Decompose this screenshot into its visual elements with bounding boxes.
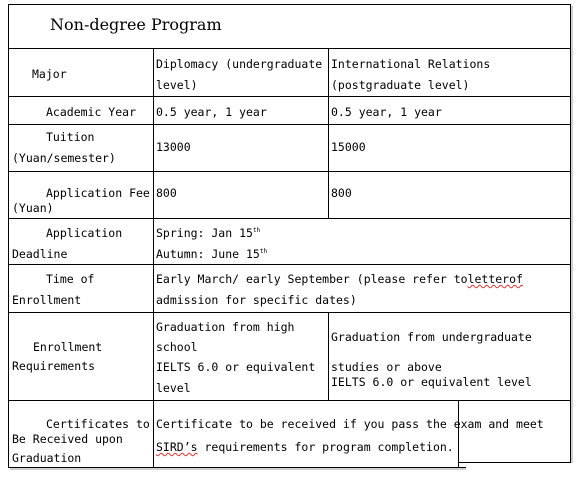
- requirements-col2-line1: Graduation from undergraduate: [331, 330, 532, 344]
- row-label-certificates-line1: Certificates to: [46, 417, 150, 431]
- row-label-requirements-line2: Requirements: [12, 359, 96, 373]
- requirements-col1-line1: Graduation from high: [156, 320, 295, 334]
- cell-shadow-bottom: [10, 468, 466, 470]
- rule-below-title: [8, 48, 571, 49]
- tuition-col2: 15000: [331, 140, 366, 154]
- enrollment-time-line2: admission for specific dates): [156, 293, 357, 307]
- rule-bottom-short: [458, 462, 571, 463]
- row-label-certificates-line3: Graduation: [12, 451, 82, 465]
- row-label-fee-line1: Application Fee: [46, 186, 150, 200]
- rule-top: [8, 4, 571, 5]
- header-col2-line2: (postgraduate level): [331, 78, 470, 92]
- row-label-enrollment-line1: Time of: [46, 272, 95, 286]
- deadline-autumn: Autumn: June 15th: [156, 247, 268, 261]
- rule-bottom-stub: [458, 400, 459, 467]
- rule-below-fee: [8, 218, 571, 219]
- academic-year-col1: 0.5 year, 1 year: [156, 105, 267, 119]
- enrollment-time-line1: Early March/ early September (please refer toletterof: [156, 272, 523, 286]
- fee-col1: 800: [156, 186, 177, 200]
- cell-shadow-right: [571, 6, 573, 463]
- certificates-line2: SIRD’s requirements for program completion.: [156, 440, 454, 454]
- rule-col-divider: [153, 48, 154, 467]
- requirements-col1-line2: school: [156, 340, 198, 354]
- row-label-tuition-line1: Tuition: [46, 130, 95, 144]
- row-label-deadline-line1: Application: [46, 226, 123, 240]
- requirements-col1-line4: level: [156, 381, 191, 395]
- header-col2-line1: International Relations: [331, 57, 491, 71]
- row-label-major: Major: [32, 67, 67, 81]
- requirements-col2-line2: studies or above: [331, 360, 442, 374]
- rule-below-requirements: [8, 400, 571, 401]
- requirements-col1-line3: IELTS 6.0 or equivalent: [156, 360, 316, 374]
- rule-below-year: [8, 124, 571, 125]
- rule-below-tuition: [8, 171, 571, 172]
- row-label-academic-year: Academic Year: [46, 105, 137, 119]
- rule-left: [8, 4, 9, 468]
- requirements-col2-line3: IELTS 6.0 or equivalent level: [331, 375, 532, 389]
- rule-below-major: [8, 96, 571, 97]
- fee-col2: 800: [331, 186, 352, 200]
- rule-below-deadline: [8, 264, 571, 265]
- row-label-requirements-line1: Enrollment: [33, 340, 103, 354]
- row-label-tuition-line2: (Yuan/semester): [12, 151, 116, 165]
- row-label-certificates-line2: Be Received upon: [12, 432, 123, 446]
- header-col1-line1: Diplomacy (undergraduate: [156, 57, 323, 71]
- rule-col2-divider-a: [328, 48, 329, 218]
- header-col1-line2: level): [156, 78, 198, 92]
- tuition-col1: 13000: [156, 140, 191, 154]
- rule-below-enrollment: [8, 312, 571, 313]
- row-label-enrollment-line2: Enrollment: [12, 293, 82, 307]
- rule-col2-divider-b: [328, 312, 329, 400]
- row-label-fee-line2: (Yuan): [12, 201, 54, 215]
- deadline-spring: Spring: Jan 15th: [156, 226, 261, 240]
- page-title: Non-degree Program: [50, 15, 222, 34]
- row-label-deadline-line2: Deadline: [12, 247, 68, 261]
- academic-year-col2: 0.5 year, 1 year: [331, 105, 442, 119]
- certificates-line1: Certificate to be received if you pass the exam and meet: [156, 417, 544, 431]
